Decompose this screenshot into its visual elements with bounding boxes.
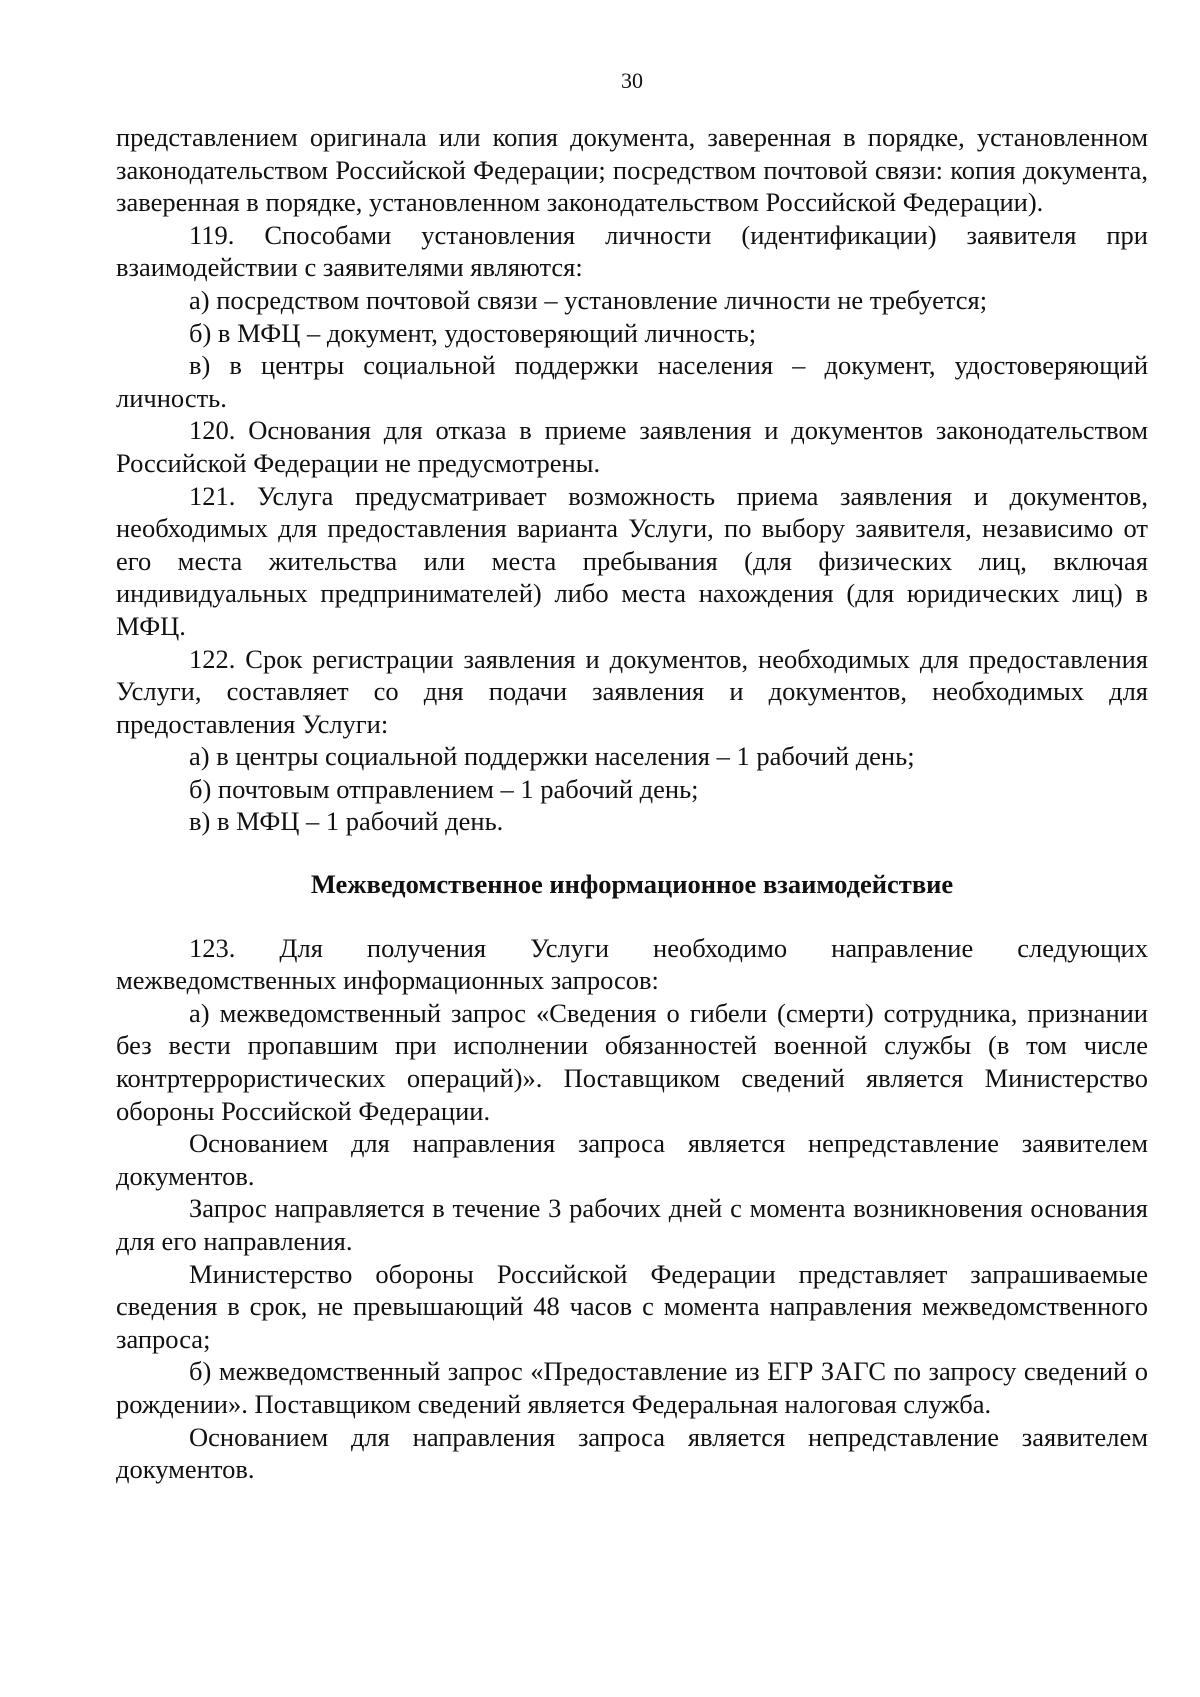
paragraph-123: 123. Для получения Услуги необходимо направление следующих межведомственных информационных запросов: — [116, 932, 1148, 996]
paragraph-121: 121. Услуга предусматривает возможность приема заявления и документов, необходимых для предоставления варианта Услуги, по выбору заявителя, независимо от его места жительства или места пребывания (для физических лиц, включая индивидуальных предпринимателей) либо места нахождения (для юридических лиц) в МФЦ. — [116, 480, 1148, 641]
page-number: 30 — [621, 68, 643, 93]
paragraph-basis-b: Основанием для направления запроса является непредставление заявителем документов. — [116, 1421, 1148, 1485]
paragraph-120: 120. Основания для отказа в приеме заявления и документов законодательством Российской Федерации не предусмотрены. — [116, 415, 1148, 478]
paragraph-continuation: представлением оригинала или копия документа, заверенная в порядке, установленном законодательством Российской Федерации; посредством почтовой связи: копия документа, заверенная в порядке, установленном законодательством Российской Федерации). — [116, 122, 1148, 218]
paragraph-122: 122. Срок регистрации заявления и документов, необходимых для предоставления Услуги, составляет со дня подачи заявления и документов, необходимых для предоставления Услуги: — [116, 643, 1148, 739]
list-item-122-a: а) в центры социальной поддержки населения – 1 рабочий день; — [189, 741, 915, 772]
paragraph-deadline-a: Запрос направляется в течение 3 рабочих дней с момента возникновения основания для его направления. — [116, 1193, 1148, 1256]
list-item-123-b: б) межведомственный запрос «Предоставление из ЕГР ЗАГС по запросу сведений о рождении». Поставщиком сведений является Федеральная налоговая служба. — [116, 1356, 1148, 1419]
list-item-123-a: а) межведомственный запрос «Сведения о гибели (смерти) сотрудника, признании без вести пропавшим при исполнении обязанностей военной службы (в том числе контртеррористических операций)». Поставщиком сведений является Министерство обороны Российской Федерации. — [116, 997, 1148, 1126]
section-heading: Межведомственное информационное взаимодействие — [310, 869, 954, 900]
paragraph-119: 119. Способами установления личности (идентификации) заявителя при взаимодействии с заявителями являются: — [116, 219, 1148, 283]
list-item-119-v: в) в центры социальной поддержки населения – документ, удостоверяющий личность. — [116, 350, 1148, 413]
document-body — [116, 121, 1148, 1486]
paragraph-basis-a: Основанием для направления запроса является непредставление заявителем документов. — [116, 1128, 1148, 1191]
list-item-122-b: б) почтовым отправлением – 1 рабочий день; — [189, 773, 699, 804]
list-item-119-b: б) в МФЦ – документ, удостоверяющий личность; — [189, 317, 757, 348]
paragraph-response-a: Министерство обороны Российской Федерации представляет запрашиваемые сведения в срок, не превышающий 48 часов с момента направления межведомственного запроса; — [116, 1258, 1148, 1354]
list-item-122-v: в) в МФЦ – 1 рабочий день. — [189, 806, 504, 837]
list-item-119-a: а) посредством почтовой связи – установление личности не требуется; — [189, 284, 988, 315]
